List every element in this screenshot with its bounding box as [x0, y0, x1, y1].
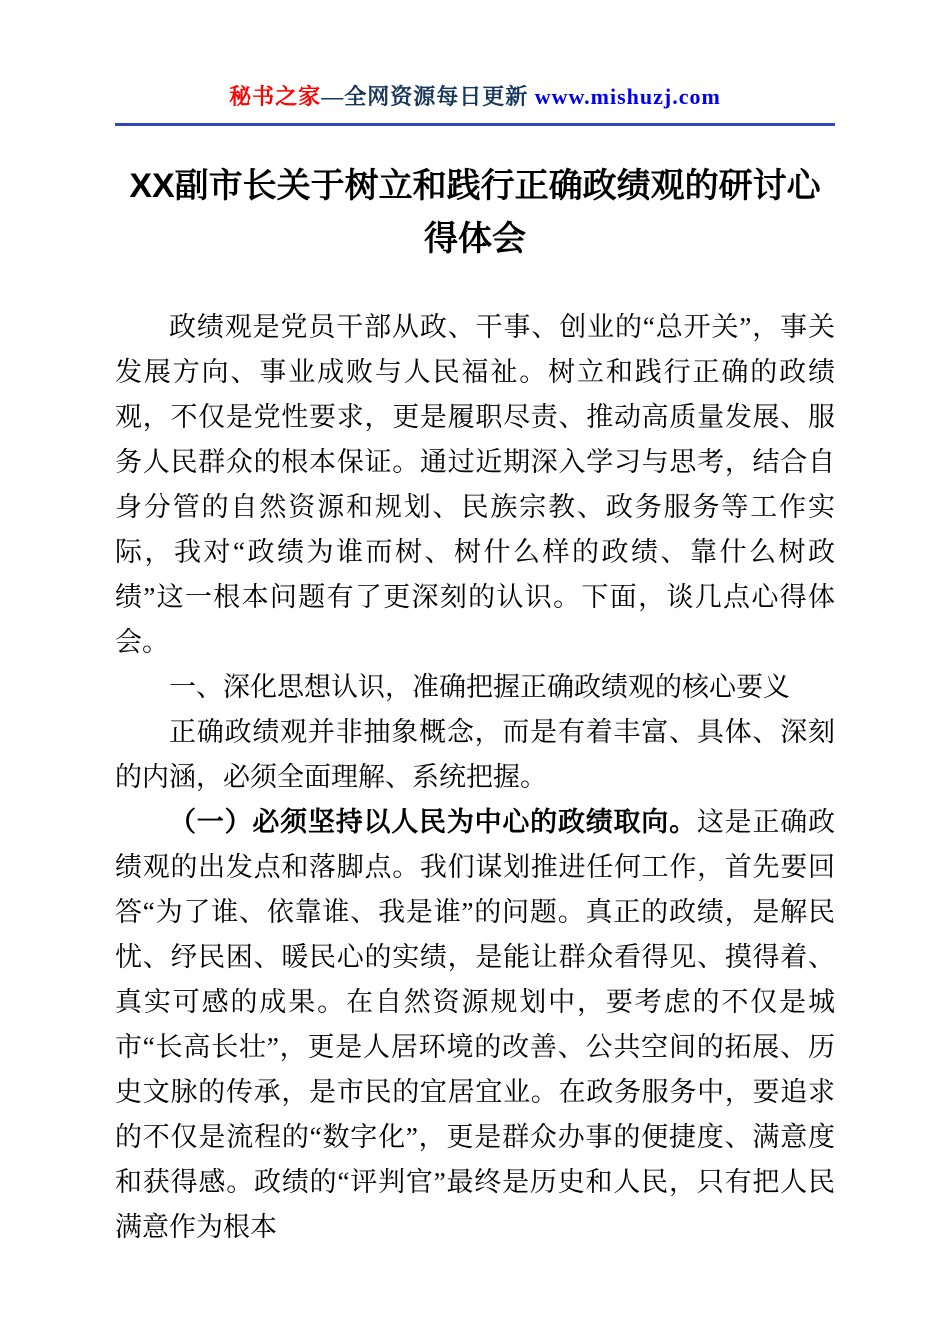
paragraph-overview: 正确政绩观并非抽象概念，而是有着丰富、具体、深刻的内涵，必须全面理解、系统把握。: [115, 717, 835, 793]
site-header: [115, 80, 835, 123]
section-heading-1: 一、深化思想认识，准确把握正确政绩观的核心要义: [169, 672, 790, 703]
document-body: [115, 305, 835, 1250]
site-name: 秘书之家: [229, 84, 322, 109]
site-url-link[interactable]: www.mishuzj.com: [534, 84, 721, 109]
header-divider: [115, 123, 835, 126]
paragraph-point-1: [115, 800, 835, 1250]
site-tagline: —全网资源每日更新: [321, 84, 535, 109]
page-title: XX副市长关于树立和践行正确政绩观的研讨心得体会: [129, 167, 821, 258]
paragraph-point-1-lead: （一）必须坚持以人民为中心的政绩取向。: [169, 807, 697, 838]
paragraph-intro: 政绩观是党员干部从政、干事、创业的“总开关”，事关发展方向、事业成败与人民福祉。树立和践行正确的政绩观，不仅是党性要求，更是履职尽责、推动高质量发展、服务人民群众的根本保证。通过近期深入学习与思考，结合自身分管的自然资源和规划、民族宗教、政务服务等工作实际，我对“政绩为谁而树、树什么样的政绩、靠什么树政绩”这一根本问题有了更深刻的认识。下面，谈几点心得体会。: [115, 312, 835, 658]
paragraph-point-1-text: 这是正确政绩观的出发点和落脚点。我们谋划推进任何工作，首先要回答“为了谁、依靠谁、我是谁”的问题。真正的政绩，是解民忧、纾民困、暖民心的实绩，是能让群众看得见、摸得着、真实可感的成果。在自然资源规划中，要考虑的不仅是城市“长高长壮”，更是人居环境的改善、公共空间的拓展、历史文脉的传承，是市民的宜居宜业。在政务服务中，要追求的不仅是流程的“数字化”，更是群众办事的便捷度、满意度和获得感。政绩的“评判官”最终是历史和人民，只有把人民满意作为根本: [115, 807, 836, 1243]
